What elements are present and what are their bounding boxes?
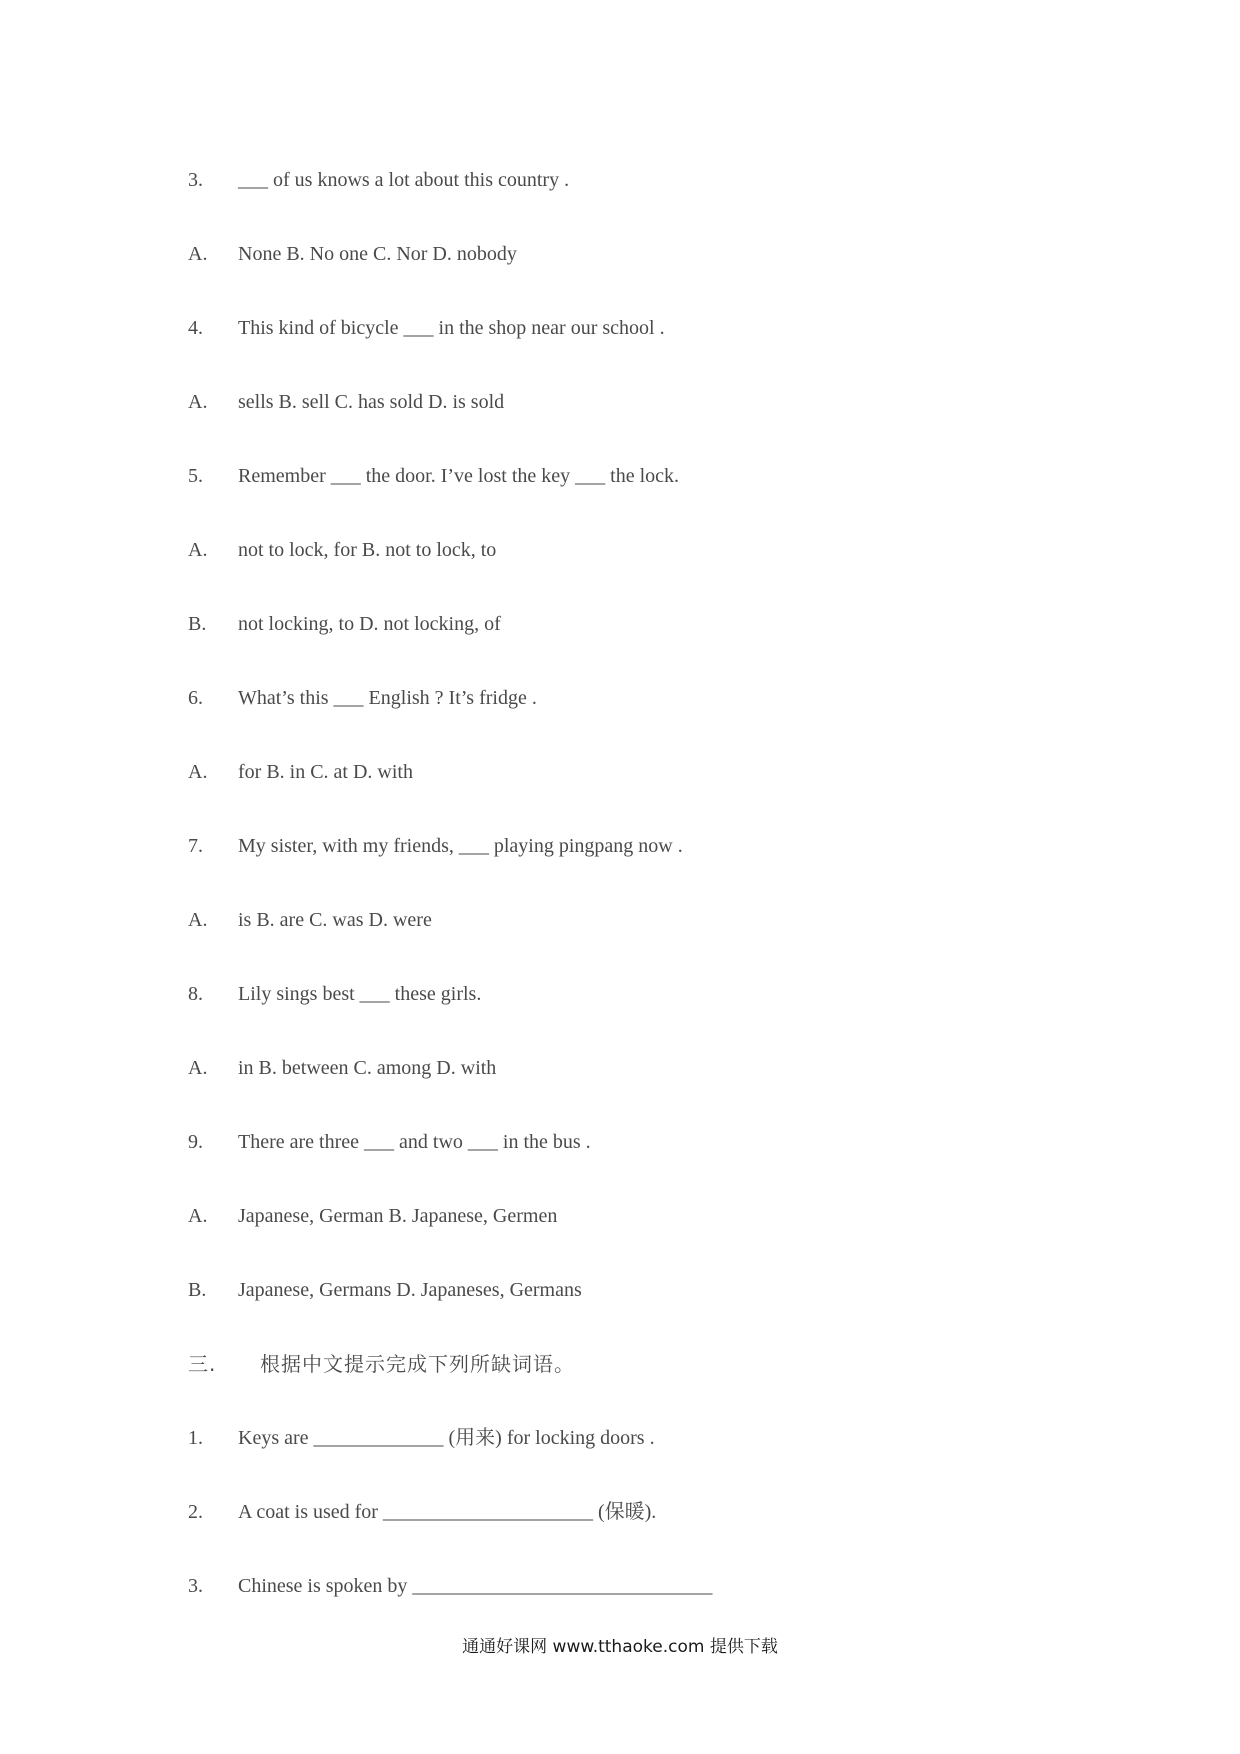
item-number: 1. [188,1427,203,1449]
fill-blank-line [188,1571,712,1601]
item-text: There are three ___ and two ___ in the bus . [238,1131,591,1153]
item-number: A. [188,391,208,413]
question-line [188,165,569,195]
item-text: Remember ___ the door. I’ve lost the key ___ the lock. [238,465,680,487]
item-number: B. [188,613,207,635]
options-line [188,1275,582,1305]
options-line [188,757,413,787]
question-line [188,979,481,1009]
item-text: is B. are C. was D. were [238,909,432,931]
item-text: Chinese is spoken by ______________________________ [238,1575,713,1597]
options-line [188,239,517,269]
question-line [188,1127,591,1157]
options-line [188,905,432,935]
item-number: A. [188,909,208,931]
item-text: None B. No one C. Nor D. nobody [238,243,517,265]
options-line [188,1201,557,1231]
options-line [188,535,496,565]
item-number: 2. [188,1501,203,1523]
item-text: sells B. sell C. has sold D. is sold [238,391,505,413]
item-text: A coat is used for _____________________ (保暖). [238,1501,657,1523]
item-text: for B. in C. at D. with [238,761,413,783]
question-line [188,461,679,491]
item-text: not to lock, for B. not to lock, to [238,539,497,561]
options-line [188,609,501,639]
item-number: 9. [188,1131,203,1153]
item-text: Keys are _____________ (用来) for locking doors . [238,1427,655,1449]
item-text: Japanese, Germans D. Japaneses, Germans [238,1279,582,1301]
item-number: A. [188,243,208,265]
item-number: B. [188,1279,207,1301]
options-line [188,387,504,417]
item-number: 4. [188,317,203,339]
item-text: This kind of bicycle ___ in the shop near our school . [238,317,665,339]
item-number: 6. [188,687,203,709]
section-number: 三. [188,1352,217,1376]
item-number: A. [188,761,208,783]
item-text: in B. between C. among D. with [238,1057,497,1079]
item-text: Japanese, German B. Japanese, Germen [238,1205,558,1227]
section-title: 根据中文提示完成下列所缺词语。 [260,1352,575,1376]
fill-blank-line [188,1423,655,1453]
item-text: My sister, with my friends, ___ playing pingpang now . [238,835,683,857]
options-line [188,1053,496,1083]
item-number: 7. [188,835,203,857]
item-number: A. [188,1057,208,1079]
item-text: What’s this ___ English ? It’s fridge . [238,687,537,709]
section-heading [188,1349,575,1379]
item-text: Lily sings best ___ these girls. [238,983,482,1005]
item-text: ___ of us knows a lot about this country . [238,169,570,191]
question-line [188,683,537,713]
item-number: 3. [188,1575,203,1597]
question-line [188,831,683,861]
item-text: not locking, to D. not locking, of [238,613,501,635]
fill-blank-line [188,1497,656,1527]
page-footer: 通通好课网 www.tthaoke.com 提供下载 [462,1637,778,1657]
item-number: A. [188,539,208,561]
item-number: 3. [188,169,203,191]
item-number: 5. [188,465,203,487]
item-number: A. [188,1205,208,1227]
item-number: 8. [188,983,203,1005]
question-line [188,313,665,343]
